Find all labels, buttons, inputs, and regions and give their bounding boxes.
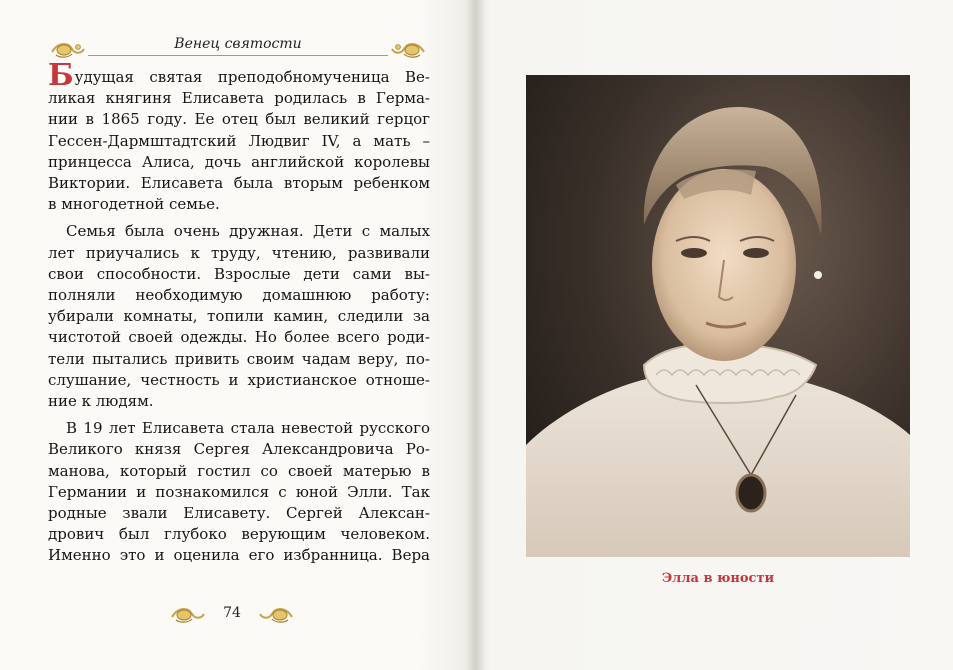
paragraph-1 — [48, 58, 430, 215]
paragraph-2 — [48, 221, 430, 412]
ornament-right-icon — [390, 38, 426, 60]
text-line: в многодетной семье. — [48, 195, 220, 214]
text-line: чистотой своей одежды. Но более всего роди- — [48, 328, 430, 347]
text-line: полняли необходимую домашнюю работу: — [48, 286, 430, 305]
text-line: свои способности. Взрослые дети сами вы- — [48, 264, 430, 283]
text-line: Виктории. Елисавета была вторым ребенком — [48, 174, 430, 193]
text-line: ние к людям. — [48, 392, 154, 411]
text-line: ликая княгиня Елисавета родилась в Герма- — [48, 89, 430, 108]
page-footer — [170, 602, 294, 626]
text-line: Именно это и оценила его избранница. Вера — [48, 546, 430, 565]
text-line: тели пытались привить своим чадам веру, по- — [48, 349, 430, 368]
text-line: убирали комнаты, топили камин, следили за — [48, 307, 430, 326]
text-line: нии в 1865 году. Ее отец был великий герцог — [48, 110, 430, 129]
book-gutter — [466, 0, 486, 670]
text-line: Германии и познакомился с юной Элли. Так — [48, 482, 430, 501]
body-text — [48, 58, 430, 573]
page-number: 74 — [223, 605, 241, 621]
text-line: Великого князя Сергея Александровича Ро- — [48, 440, 430, 459]
text-line: манова, который гостил со своей матерью в — [48, 461, 430, 480]
text-line: лет приучались к труду, чтению, развивали — [48, 243, 430, 262]
paragraph-3 — [48, 418, 430, 566]
running-header — [50, 36, 426, 60]
photo-caption: Элла в юности — [661, 571, 775, 586]
drop-cap: Б — [48, 58, 74, 93]
text-line: слушание, честность и христианское отноше- — [48, 370, 430, 389]
text-line: Гессен-Дармштадтский Людвиг IV, а мать – — [48, 131, 430, 150]
text-line: принцесса Алиса, дочь английской королевы — [48, 152, 430, 171]
text-line: удущая святая преподобномученица Ве- — [74, 68, 430, 86]
text-line: родные звали Елисавету. Сергей Алексан- — [48, 504, 430, 523]
header-title: Венец святости — [174, 36, 302, 52]
header-rule — [88, 55, 388, 56]
footer-ornament-right-icon — [258, 603, 294, 625]
text-line: дрович был глубоко верующим человеком. — [48, 525, 430, 544]
portrait-illustration — [526, 75, 910, 557]
text-line: В 19 лет Елисавета стала невестой русского — [66, 419, 430, 438]
text-line: Семья была очень дружная. Дети с малых — [66, 222, 430, 241]
portrait-photo — [526, 75, 910, 557]
